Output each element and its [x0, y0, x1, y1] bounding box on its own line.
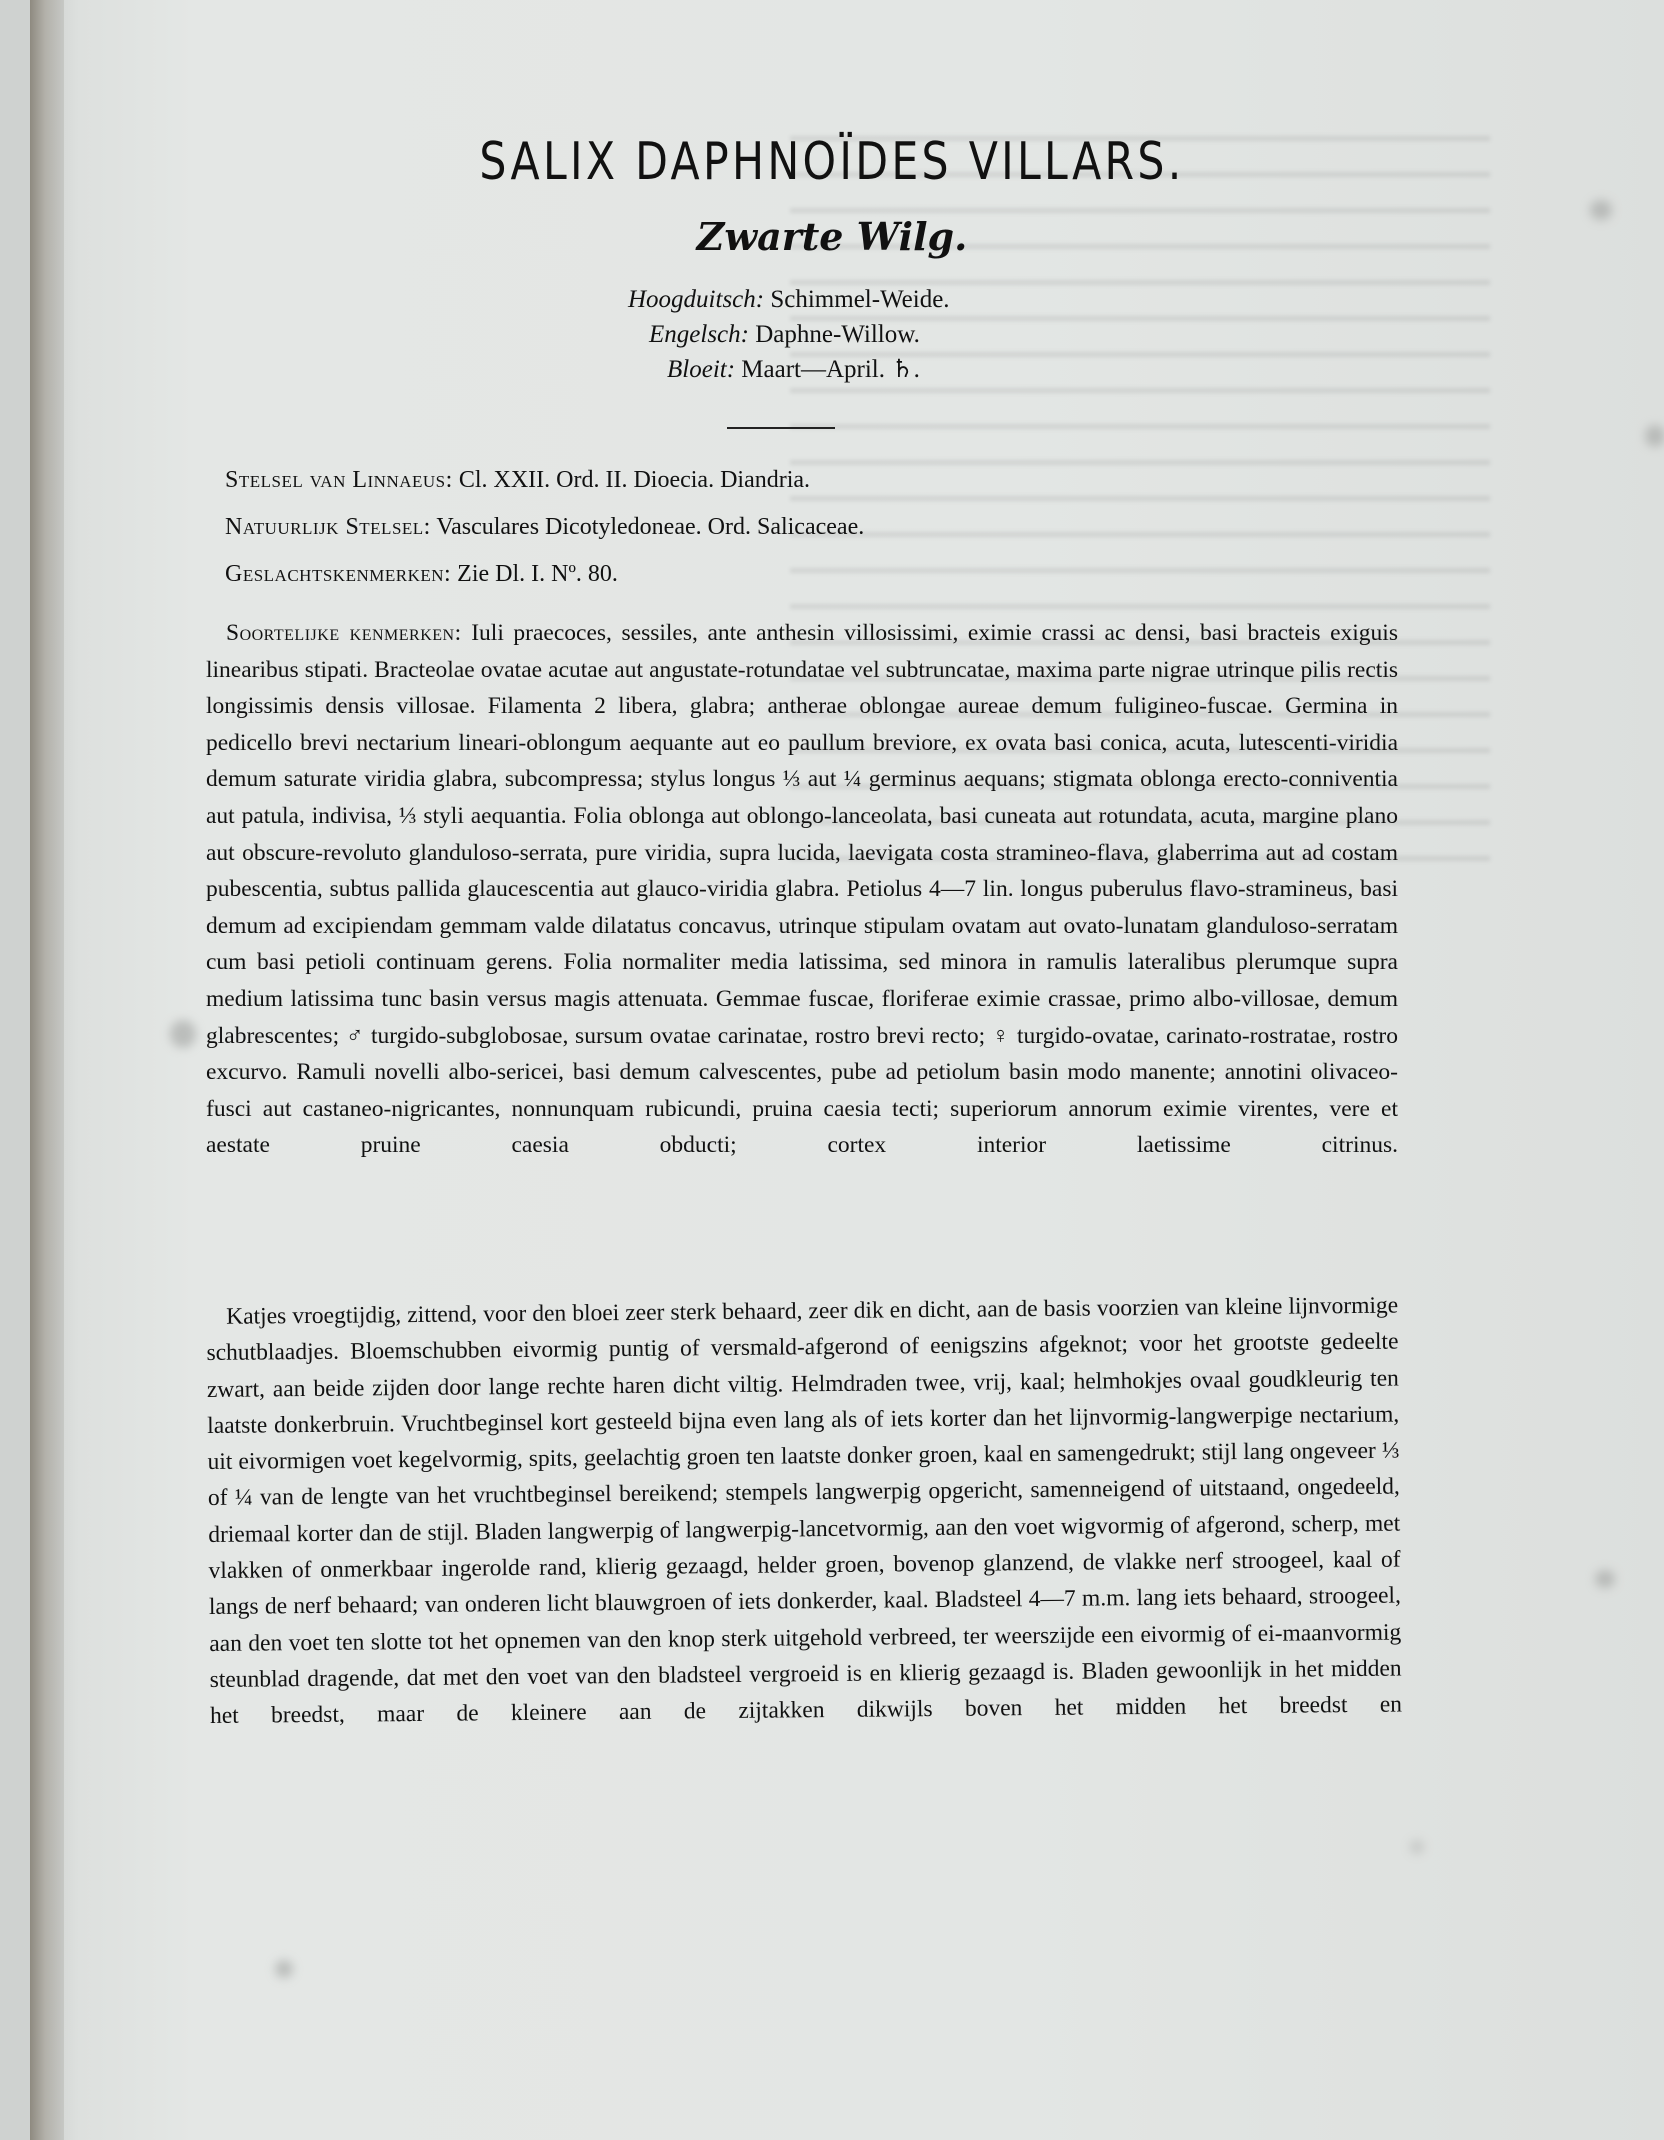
linnaeus-system	[225, 467, 810, 494]
foxing-spot	[1645, 425, 1664, 447]
species-characters-text: Iuli praecoces, sessiles, ante anthesin villosissimi, eximie crassi ac densi, basi bracteis exiguis linearibus stipati. Bracteolae ovatae acutae aut angustate-rotundatae vel subtruncatae, maxima parte nigrae utrinque pilis rectis longissimis densis villosae. Filamenta 2 libera, glabra; antherae oblongae aureae demum fuligineo-fuscae. Germina in pedicello brevi nectarium lineari-oblongum aequante aut eo paullum breviore, ex ovata basi conica, acuta, lutescenti-viridia demum saturate viridia glabra, subcompressa; stylus longus ⅓ aut ¼ germinus aequans; stigmata oblonga erecto-conniventia aut patula, indivisa, ⅓ styli aequantia. Folia oblonga aut oblongo-lanceolata, basi cuneata aut rotundata, acuta, margine plano aut obscure-revoluto glanduloso-serrata, pure viridia, supra lucida, laevigata costa stramineo-flava, glaberrima aut ad costam pubescentia, subtus pallida glaucescentia aut glauco-viridia glabra. Petiolus 4—7 lin. longus puberulus flavo-stramineus, basi demum ad excipiendam gemmam valde dilatatus concavus, utrinque stipulam ovatam aut ovato-lunatam glanduloso-serratam cum basi petioli continuam gerens. Folia normaliter media latissima, sed minora in ramulis lateralibus plerumque supra medium latissima tunc basin versus magis attenuata. Gemmae fuscae, floriferae eximie crassae, primo albo-villosae, demum glabrescentes; ♂ turgido-subglobosae, sursum ovatae carinatae, rostro brevi recto; ♀ turgido-ovatae, carinato-rostratae, rostro excurvo. Ramuli novelli albo-sericei, basi demum calvescentes, pube ad petiolum basin modo manente; annotini olivaceo-fusci aut castaneo-nigricantes, nonnunquam rubicundi, pruina caesia tecti; superiorum annorum eximie virentes, vere et aestate pruine caesia obducti; cortex interior laetissime citrinus.	[206, 620, 1398, 1159]
common-name-label: Bloeit:	[667, 356, 736, 383]
header-divider	[727, 427, 835, 429]
foxing-spot	[1410, 1840, 1424, 1854]
classification-value: Vasculares Dicotyledoneae. Ord. Salicaceae.	[436, 514, 865, 540]
common-name-label: Hoogduitsch:	[628, 286, 765, 313]
dutch-description-paragraph: Katjes vroegtijdig, zittend, voor den bloei zeer sterk behaard, zeer dik en dicht, aan de basis voorzien van kleine lijnvormige schutblaadjes. Bloemschubben eivormig puntig of versmald-afgerond of eenigszins afgeknot; voor het grootste gedeelte zwart, aan beide zijden door lange rechte haren dicht viltig. Helmdraden twee, vrij, kaal; helmhokjes ovaal goudkleurig ten laatste donkerbruin. Vruchtbeginsel kort gesteeld bijna even lang als of iets korter dan het lijnvormig-langwerpige nectarium, uit eivormigen voet kegelvormig, spits, geelachtig groen ten laatste donker groen, kaal en samengedrukt; stijl lang ongeveer ⅓ of ¼ van de lengte van het vruchtbeginsel bereikend; stempels langwerpig opgericht, samenneigend of uitstaand, ongedeeld, driemaal korter dan de stijl. Bladen langwerpig of langwerpig-lancetvormig, aan den voet wigvormig of afgerond, scherp, met vlakken of onmerkbaar ingerolde rand, klierig gezaagd, helder groen, bovenop glanzend, de vlakke nerf stroogeel, kaal of langs de nerf behaard; van onderen licht blauwgroen of iets donkerder, kaal. Bladsteel 4—7 m.m. lang iets behaard, stroogeel, aan den voet ten slotte tot het opnemen van den knop sterk uitgehold verbreed, ter weerszijde een eivormig of ei-maanvormig steunblad dragende, dat met den voet van den bladsteel vergroeid is en klierig gezaagd is. Bladen gewoonlijk in het midden het breedst, maar de kleinere aan de zijtakken dikwijls boven het midden het breedst en	[206, 1292, 1403, 1730]
genus-characters	[225, 561, 618, 588]
foxing-spot	[170, 1020, 196, 1048]
classification-label: Geslachtskenmerken:	[225, 561, 452, 587]
common-names	[580, 282, 1000, 387]
classification-value: Cl. XXII. Ord. II. Dioecia. Diandria.	[458, 467, 811, 493]
common-name-label: Engelsch:	[649, 321, 749, 348]
page-title: SALIX DAPHNOÏDES VILLARS.	[479, 132, 1185, 192]
common-name-english	[580, 317, 1000, 352]
species-characters-paragraph	[206, 615, 1398, 1164]
page-subtitle: Zwarte Wilg.	[696, 214, 968, 259]
foxing-spot	[1595, 1570, 1615, 1588]
foxing-spot	[275, 1960, 293, 1978]
flowering-period	[580, 352, 1000, 387]
book-spine-shadow	[30, 0, 64, 2140]
species-characters-label: Soortelijke kenmerken:	[226, 620, 462, 646]
common-name-value: Maart—April. ♄.	[741, 356, 920, 383]
classification-label: Natuurlijk Stelsel:	[225, 514, 431, 540]
common-name-value: Schimmel-Weide.	[770, 286, 950, 313]
natural-system	[225, 514, 864, 541]
common-name-german	[580, 282, 1000, 317]
classification-label: Stelsel van Linnaeus:	[225, 467, 453, 493]
classification-value: Zie Dl. I. Nº. 80.	[457, 561, 618, 587]
common-name-value: Daphne-Willow.	[755, 321, 920, 348]
